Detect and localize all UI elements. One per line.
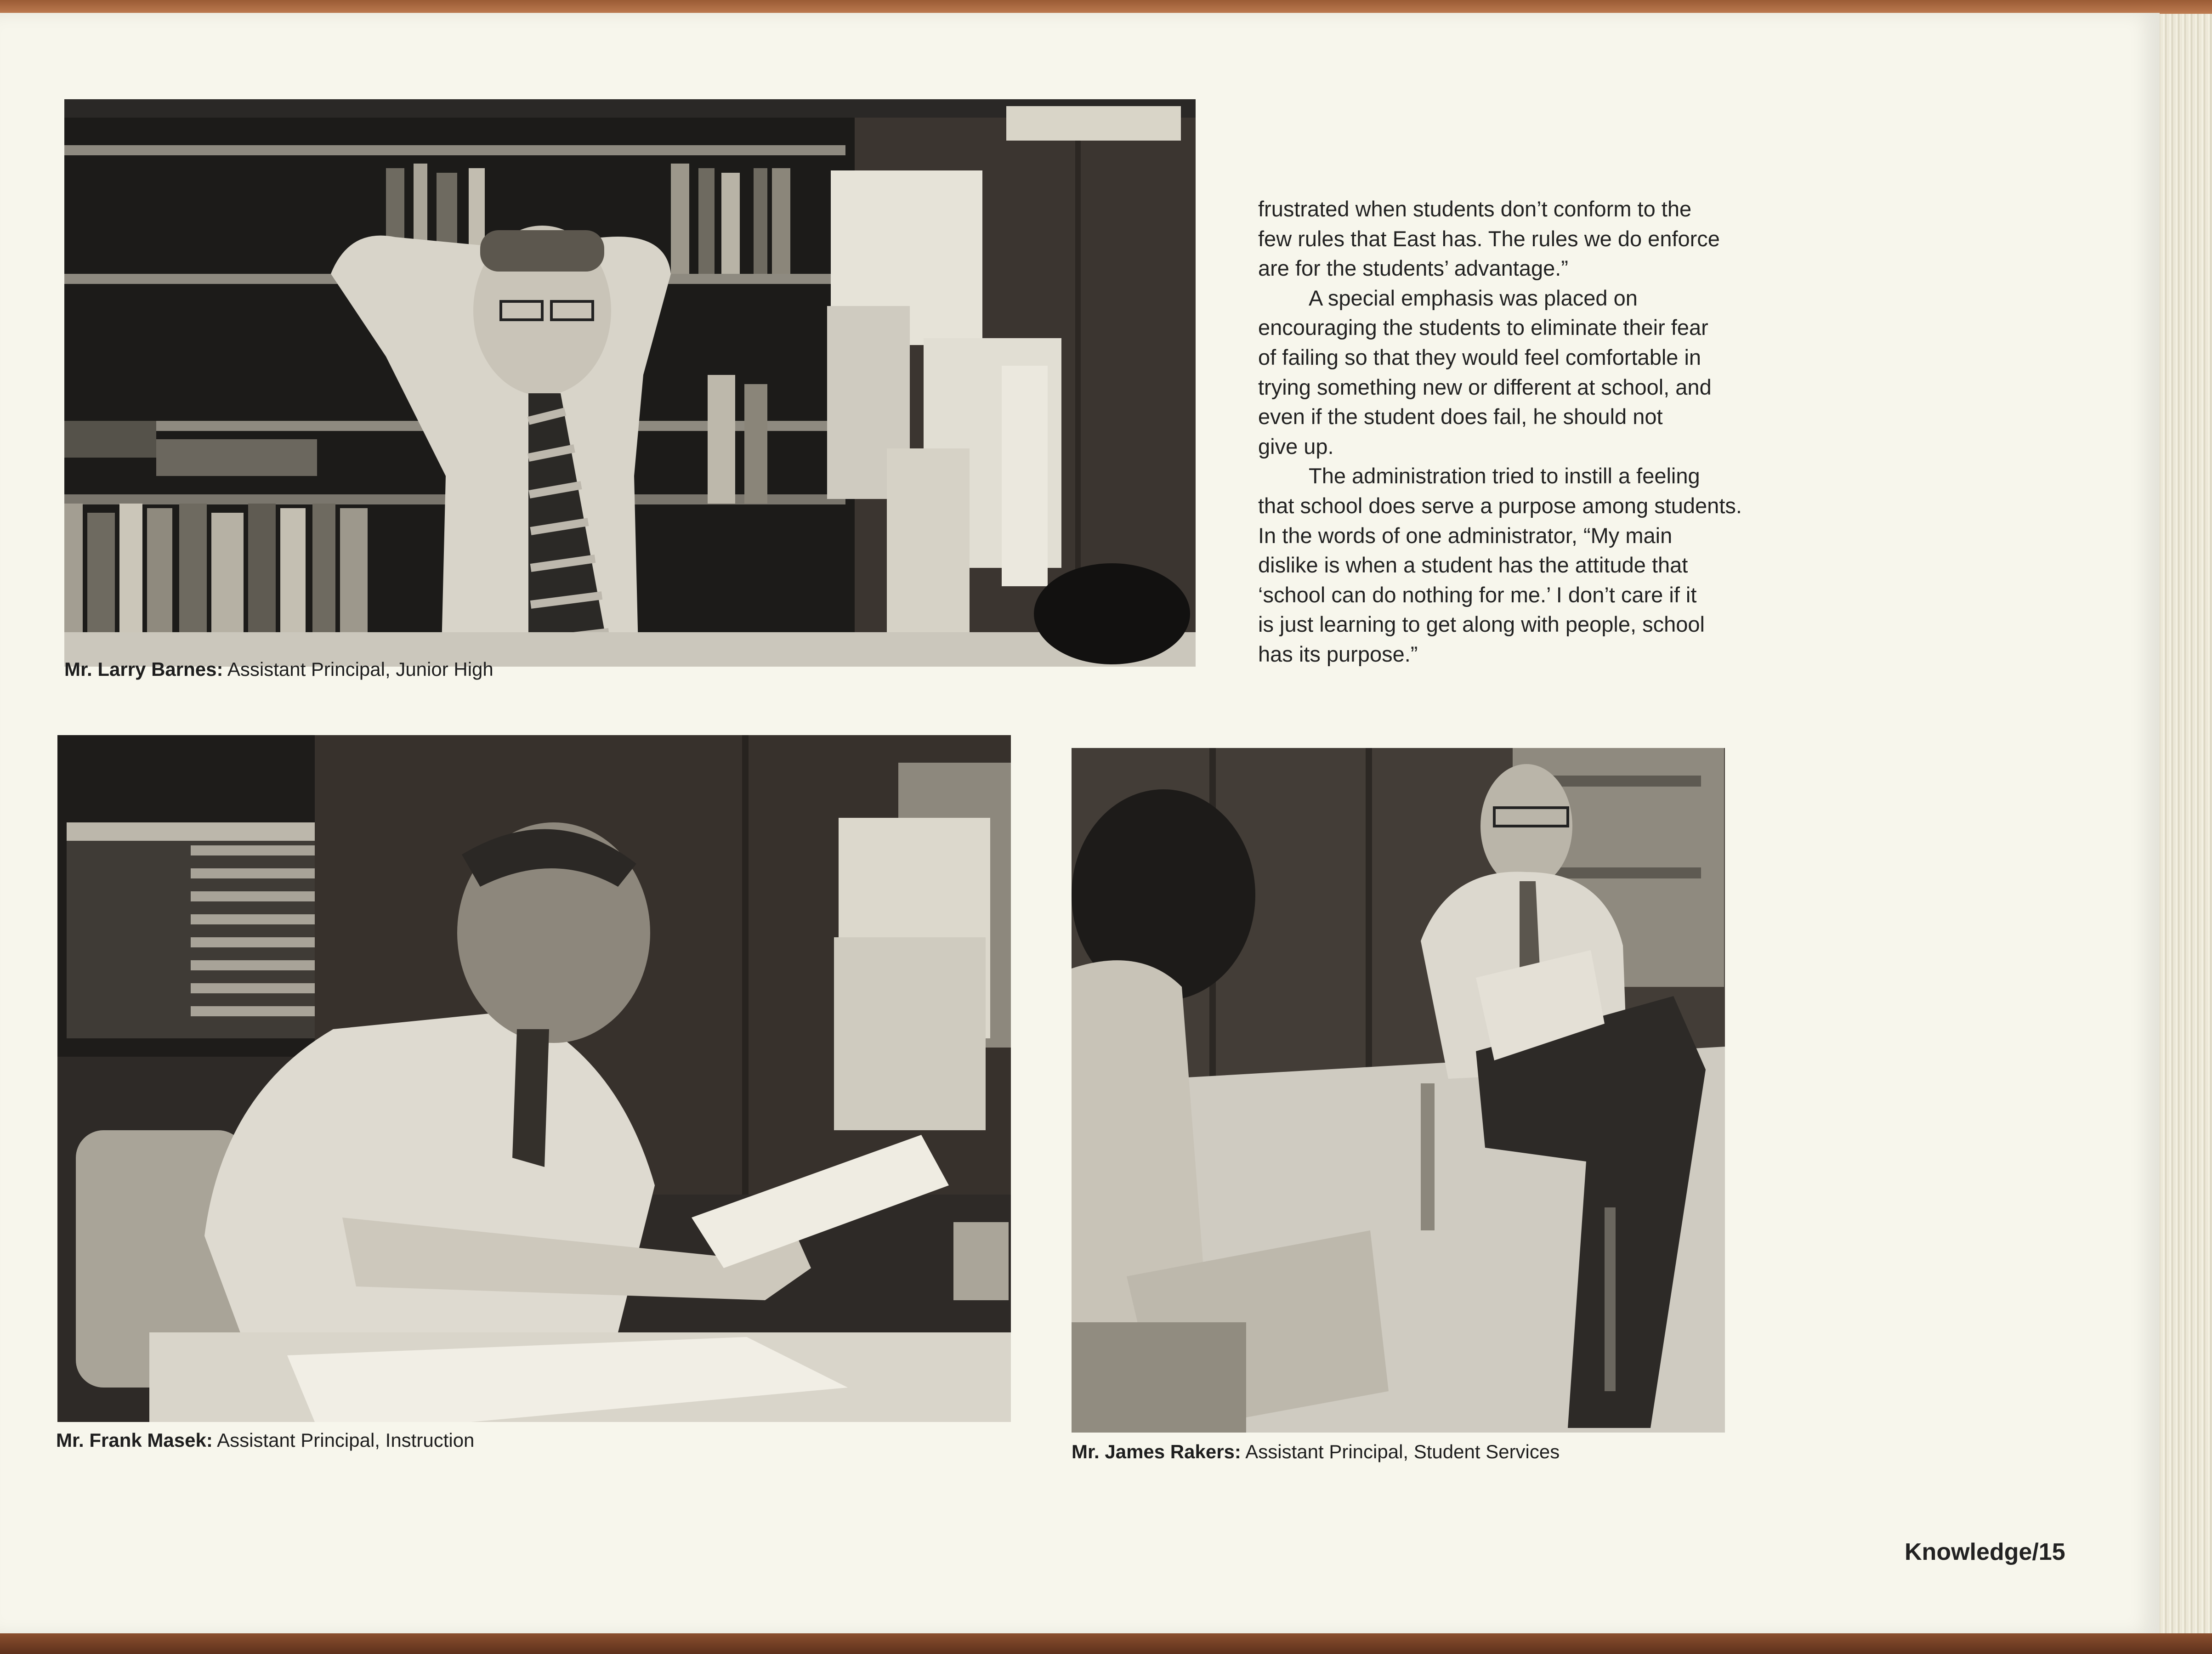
photo-frank-masek xyxy=(57,735,1011,1422)
caption-frank-masek xyxy=(56,1429,474,1451)
caption-james-rakers xyxy=(1072,1441,1560,1463)
body-line: of failing so that they would feel comfortable in xyxy=(1258,345,1702,369)
body-line: has its purpose.” xyxy=(1258,641,1418,666)
page-stack-edge xyxy=(2155,14,2212,1638)
body-line: The administration tried to instill a feeling xyxy=(1309,464,1700,488)
article-body-text xyxy=(1258,194,1809,669)
photo-larry-barnes xyxy=(64,99,1196,667)
body-line: frustrated when students don’t conform to the xyxy=(1258,197,1692,221)
photo-james-rakers xyxy=(1072,748,1725,1433)
caption-name: Mr. Frank Masek: xyxy=(56,1429,213,1451)
caption-name: Mr. Larry Barnes: xyxy=(64,658,223,680)
body-line: even if the student does fail, he should not xyxy=(1258,404,1663,429)
body-line: In the words of one administrator, “My main xyxy=(1258,523,1673,548)
caption-name: Mr. James Rakers: xyxy=(1072,1441,1241,1462)
body-line: that school does serve a purpose among students. xyxy=(1258,493,1742,518)
body-line: are for the students’ advantage.” xyxy=(1258,256,1568,281)
body-line: few rules that East has. The rules we do enforce xyxy=(1258,226,1720,251)
body-line: encouraging the students to eliminate their fear xyxy=(1258,315,1708,340)
body-line: A special emphasis was placed on xyxy=(1309,285,1638,310)
book-cover-bottom-edge xyxy=(0,1633,2212,1654)
caption-title: Assistant Principal, Student Services xyxy=(1245,1441,1560,1462)
page-folio: Knowledge/15 xyxy=(1905,1539,2065,1565)
body-line: give up. xyxy=(1258,434,1334,459)
caption-title: Assistant Principal, Instruction xyxy=(217,1429,475,1451)
body-line: is just learning to get along with people, school xyxy=(1258,612,1705,637)
caption-title: Assistant Principal, Junior High xyxy=(227,658,493,680)
body-line: dislike is when a student has the attitude that xyxy=(1258,553,1688,578)
caption-larry-barnes xyxy=(64,658,493,680)
body-line: ‘school can do nothing for me.’ I don’t care if it xyxy=(1258,582,1697,607)
yearbook-page xyxy=(0,13,2160,1635)
body-line: trying something new or different at school, and xyxy=(1258,374,1712,399)
